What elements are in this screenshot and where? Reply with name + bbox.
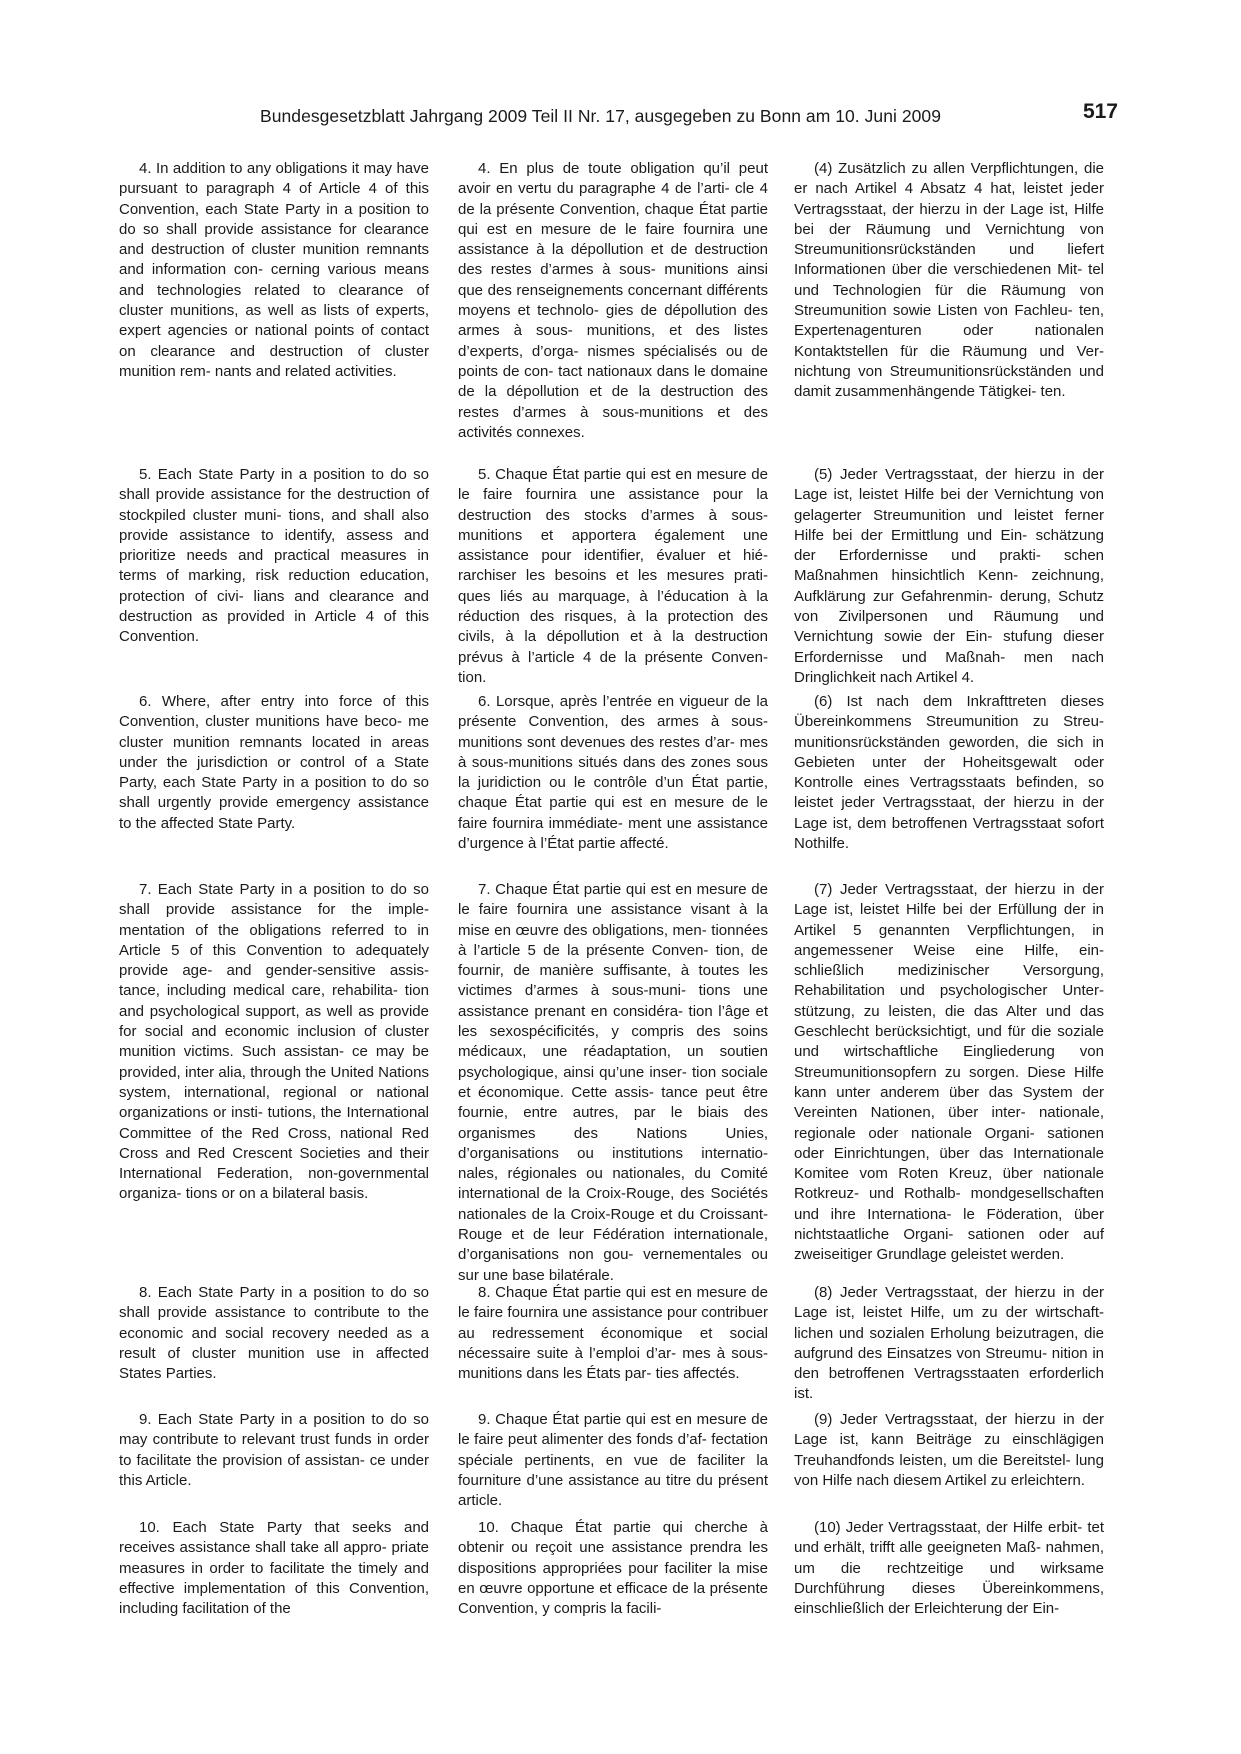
fr-paragraph-4: 4. En plus de toute obligation qu’il peut avoir en vertu du paragraphe 4 de l’arti- cle 4 de la présente Convention, chaque État partie qui est en mesure de le faire fournira une assistance à la dépollution et de destruction des restes d’armes à sous- munitions ainsi que des renseignements concernant différents moyens et technolo- gies de dépollution des armes à sous- munitions, et des listes d’experts, d’orga- nismes spécialisés ou de points de con- tact nationaux dans le domaine de la dépollution et de la destruction des restes d’armes à sous-munitions et des activités connexes. [458, 160, 768, 441]
page-header [118, 100, 1118, 134]
page-number: 517 [1082, 100, 1118, 123]
de-paragraph-7: (7) Jeder Vertragsstaat, der hierzu in der Lage ist, leistet Hilfe bei der Erfüllung der in Artikel 5 genannten Verpflichtungen, in angemessener Weise eine Hilfe, ein- schließlich medizinischer Versorgung, Rehabilitation und psychologischer Unter- stützung, zu leisten, die das Alter und das Geschlecht berücksichtigt, und für die soziale und wirtschaftliche Eingliederung von Streumunitionsopfern zu sorgen. Diese Hilfe kann unter anderem über das System der Vereinten Nationen, über inter- nationale, regionale oder nationale Organi- sationen oder Einrichtungen, über das Internationale Komitee vom Roten Kreuz, über nationale Rotkreuz- und Rothalb- mondgesellschaften und ihre Internationa- le Föderation, über nichtstaatliche Organi- sationen oder auf zweiseitiger Grundlage geleistet werden. [794, 881, 1104, 1264]
de-paragraph-4: (4) Zusätzlich zu allen Verpflichtungen, die er nach Artikel 4 Absatz 4 hat, leistet jeder Vertragsstaat, der hierzu in der Lage ist, Hilfe bei der Räumung und Vernichtung von Streumunitionsrückständen und liefert Informationen über die verschiedenen Mit- tel und Technologien für die Räumung von Streumunition sowie Listen von Fachleu- ten, Expertenagenturen oder nationalen Kontaktstellen für die Räumung und Ver- nichtung von Streumunitionsrückständen und damit zusammenhängende Tätigkei- ten. [794, 160, 1104, 401]
en-paragraph-7: 7. Each State Party in a position to do so shall provide assistance for the imple- mentation of the obligations referred to in Article 5 of this Convention to adequately provide age- and gender-sensitive assis- tance, including medical care, rehabilita- tion and psychological support, as well as provide for social and economic inclusion of cluster munition victims. Such assistan- ce may be provided, inter alia, through the United Nations system, international, regional or national organizations or insti- tutions, the International Committee of the Red Cross, national Red Cross and Red Crescent Societies and their International Federation, non-governmental organiza- tions or on a bilateral basis. [119, 881, 429, 1203]
fr-paragraph-7: 7. Chaque État partie qui est en mesure de le faire fournira une assistance visant à la mise en œuvre des obligations, men- tionnées à l’article 5 de la présente Conven- tion, de fournir, de manière suffisante, à toutes les victimes d’armes à sous-muni- tions une assistance prenant en considéra- tion l’âge et les sexospécificités, y compris des soins médicaux, une réadaptation, un soutien psychologique, ainsi qu’une inser- tion sociale et économique. Cette assis- tance peut être fournie, entre autres, par le biais des organismes des Nations Unies, d’organisations ou institutions internatio- nales, régionales ou nationales, du Comité international de la Croix-Rouge, des Sociétés nationales de la Croix-Rouge et du Croissant-Rouge et de leur Fédération internationale, d’organisations non gou- vernementales ou sur une base bilatérale. [458, 881, 768, 1284]
en-paragraph-8: 8. Each State Party in a position to do so shall provide assistance to contribute to the economic and social recovery needed as a result of cluster munition use in affected States Parties. [119, 1284, 429, 1383]
en-paragraph-5: 5. Each State Party in a position to do so shall provide assistance for the destruction of stockpiled cluster muni- tions, and shall also provide assistance to identify, assess and prioritize needs and practical measures in terms of marking, risk reduction education, protection of civi- lians and clearance and destruction as provided in Article 4 of this Convention. [119, 466, 429, 646]
en-paragraph-4: 4. In addition to any obligations it may have pursuant to paragraph 4 of Article 4 of this Convention, each State Party in a position to do so shall provide assistance for clearance and destruction of cluster munition remnants and information con- cerning various means and technologies related to clearance of cluster munitions, as well as lists of experts, expert agencies or national points of contact on clearance and destruction of cluster munition rem- nants and related activities. [119, 160, 429, 380]
de-paragraph-9: (9) Jeder Vertragsstaat, der hierzu in der Lage ist, kann Beiträge zu einschlägigen Treuhandfonds leisten, um die Bereitstel- lung von Hilfe nach diesem Artikel zu erleichtern. [794, 1411, 1104, 1489]
de-paragraph-6: (6) Ist nach dem Inkrafttreten dieses Übereinkommens Streumunition zu Streu- munitionsrückständen geworden, die sich in Gebieten unter der Hoheitsgewalt oder Kontrolle eines Vertragsstaats befinden, so leistet jeder Vertragsstaat, der hierzu in der Lage ist, dem betroffenen Vertragsstaat sofort Nothilfe. [794, 693, 1104, 853]
de-paragraph-8: (8) Jeder Vertragsstaat, der hierzu in der Lage ist, leistet Hilfe, um zu der wirtschaft- lichen und sozialen Erholung beizutragen, die aufgrund des Einsatzes von Streumu- nition in den betroffenen Vertragsstaaten erforderlich ist. [794, 1284, 1104, 1403]
fr-paragraph-6: 6. Lorsque, après l’entrée en vigueur de la présente Convention, des armes à sous- munitions sont devenues des restes d’ar- mes à sous-munitions situés dans des zones sous la juridiction ou le contrôle d’un État partie, chaque État partie qui est en mesure de le faire fournira immédiate- ment une assistance d’urgence à l’État partie affecté. [458, 693, 768, 853]
en-paragraph-6: 6. Where, after entry into force of this Convention, cluster munitions have beco- me cluster munition remnants located in areas under the jurisdiction or control of a State Party, each State Party in a position to do so shall urgently provide emergency assistance to the affected State Party. [119, 693, 429, 832]
en-paragraph-9: 9. Each State Party in a position to do so may contribute to relevant trust funds in order to facilitate the provision of assistan- ce under this Article. [119, 1411, 429, 1489]
en-paragraph-10: 10. Each State Party that seeks and receives assistance shall take all appro- priate measures in order to facilitate the timely and effective implementation of this Convention, including facilitation of the [119, 1519, 429, 1618]
fr-paragraph-9: 9. Chaque État partie qui est en mesure de le faire peut alimenter des fonds d’af- fectation spéciale pertinents, en vue de faciliter la fourniture d’une assistance au titre du présent article. [458, 1411, 768, 1510]
fr-paragraph-5: 5. Chaque État partie qui est en mesure de le faire fournira une assistance pour la destruction des stocks d’armes à sous- munitions et apportera également une assistance pour identifier, évaluer et hié- rarchiser les besoins et les mesures prati- ques liés au marquage, à l’éducation à la réduction des risques, à la protection des civils, à la dépollution et à la destruction prévus à l’article 4 de la présente Conven- tion. [458, 466, 768, 686]
de-paragraph-5: (5) Jeder Vertragsstaat, der hierzu in der Lage ist, leistet Hilfe bei der Vernichtung von gelagerter Streumunition und leistet ferner Hilfe bei der Ermittlung und Ein- schätzung der Erfordernisse und prakti- schen Maßnahmen hinsichtlich Kenn- zeichnung, Aufklärung zur Gefahrenmin- derung, Schutz von Zivilpersonen und Räumung und Vernichtung sowie der Ein- stufung dieser Erfordernisse und Maßnah- men nach Dringlichkeit nach Artikel 4. [794, 466, 1104, 686]
de-paragraph-10: (10) Jeder Vertragsstaat, der Hilfe erbit- tet und erhält, trifft alle geeigneten Maß- nahmen, um die rechtzeitige und wirksame Durchführung dieses Übereinkommens, einschließlich der Erleichterung der Ein- [794, 1519, 1104, 1618]
gazette-title: Bundesgesetzblatt Jahrgang 2009 Teil II Nr. 17, ausgegeben zu Bonn am 10. Juni 2009 [260, 106, 941, 126]
fr-paragraph-10: 10. Chaque État partie qui cherche à obtenir ou reçoit une assistance prendra les dispositions appropriées pour faciliter la mise en œuvre opportune et efficace de la présente Convention, y compris la facili- [458, 1519, 768, 1618]
fr-paragraph-8: 8. Chaque État partie qui est en mesure de le faire fournira une assistance pour contribuer au redressement économique et social nécessaire suite à l’emploi d’ar- mes à sous-munitions dans les États par- ties affectés. [458, 1284, 768, 1383]
